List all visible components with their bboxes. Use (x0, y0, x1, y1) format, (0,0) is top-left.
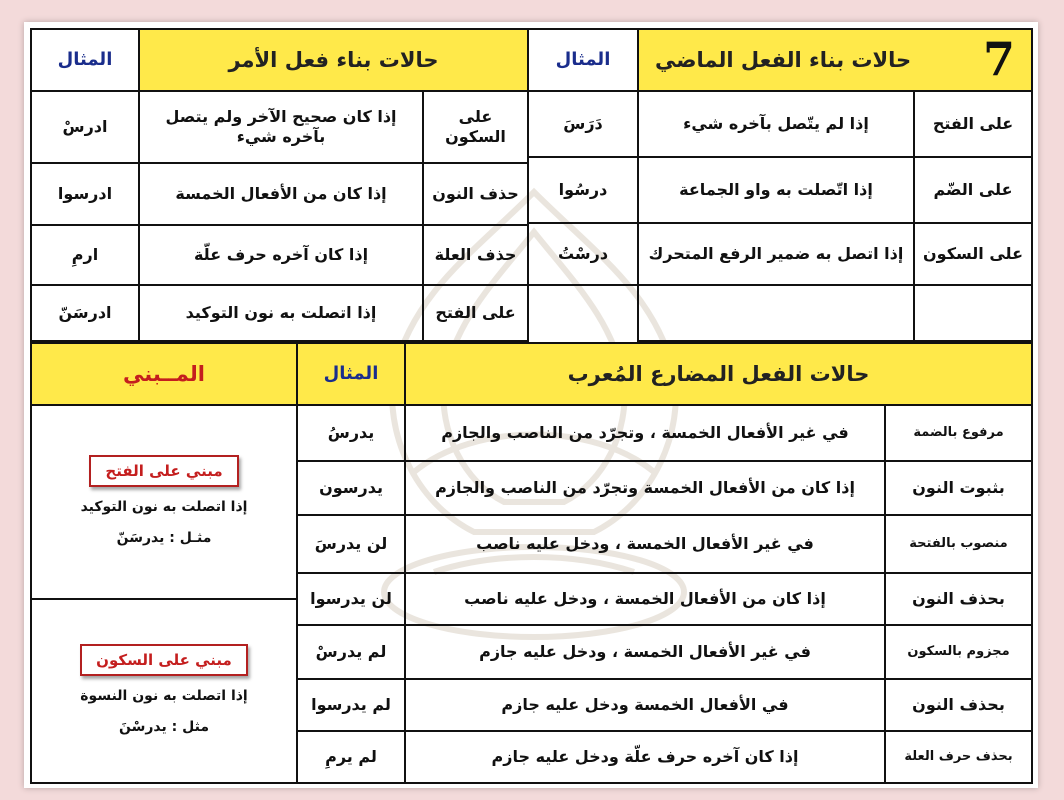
present-condition-6: في الأفعال الخمسة ودخل عليه جازم (404, 678, 886, 732)
imperative-example-1: ادرسْ (30, 90, 140, 164)
built-fatha-rule: إذا اتصلت به نون التوكيد (80, 499, 248, 516)
present-case-5: مجزوم بالسكون (884, 624, 1033, 680)
present-header: حالات الفعل المضارع المُعرب (404, 342, 1033, 406)
built-header: المــبني (30, 342, 298, 406)
present-example-5: لم يدرسْ (296, 624, 406, 680)
present-condition-5: في غير الأفعال الخمسة ، ودخل عليه جازم (404, 624, 886, 680)
imperative-condition-1: إذا كان صحيح الآخر ولم يتصل بآخره شيء (138, 90, 424, 164)
imperative-header: حالات بناء فعل الأمر (138, 28, 529, 92)
imperative-example-4: ادرسَنّ (30, 284, 140, 342)
imperative-condition-2: إذا كان من الأفعال الخمسة (138, 162, 424, 226)
present-case-4: بحذف النون (884, 572, 1033, 626)
present-example-4: لن يدرسوا (296, 572, 406, 626)
present-example-3: لن يدرسَ (296, 514, 406, 574)
built-fatha-example: مثـل : يدرسَنّ (116, 530, 212, 547)
built-sukun-rule: إذا اتصلت به نون النسوة (80, 688, 248, 705)
present-condition-3: في غير الأفعال الخمسة ، ودخل عليه ناصب (404, 514, 886, 574)
section-number: 7 (982, 32, 1015, 87)
imperative-case-1: على السكون (422, 90, 529, 164)
past-header-title: حالات بناء الفعل الماضي (655, 47, 912, 72)
present-case-7: بحذف حرف العلة (884, 730, 1033, 784)
imperative-example-2: ادرسوا (30, 162, 140, 226)
past-case-3: على السكون (913, 222, 1033, 286)
past-condition-3: إذا اتصل به ضمير الرفع المتحرك (637, 222, 915, 286)
built-fatha-label: مبني على الفتح (89, 455, 238, 488)
present-case-2: بثبوت النون (884, 460, 1033, 516)
present-example-2: يدرسون (296, 460, 406, 516)
imperative-case-3: حذف العلة (422, 224, 529, 286)
past-example-2: درسُوا (527, 156, 639, 224)
past-case-2: على الضّم (913, 156, 1033, 224)
past-header (637, 28, 1033, 92)
built-fatha-panel (30, 404, 298, 600)
built-sukun-panel (30, 598, 298, 784)
present-condition-7: إذا كان آخره حرف علّة ودخل عليه جازم (404, 730, 886, 784)
built-sukun-example: مثل : يدرسْنَ (119, 719, 209, 736)
imperative-case-2: حذف النون (422, 162, 529, 226)
imperative-condition-4: إذا اتصلت به نون التوكيد (138, 284, 424, 342)
imperative-example-3: ارمِ (30, 224, 140, 286)
past-example-3: درسْتُ (527, 222, 639, 286)
built-sukun-label: مبني على السكون (80, 644, 248, 677)
imperative-example-header: المثال (30, 28, 140, 92)
past-empty-condition (637, 284, 915, 342)
present-case-3: منصوب بالفتحة (884, 514, 1033, 574)
present-condition-4: إذا كان من الأفعال الخمسة ، ودخل عليه ناصب (404, 572, 886, 626)
past-empty-case (913, 284, 1033, 342)
imperative-condition-3: إذا كان آخره حرف علّة (138, 224, 424, 286)
present-example-6: لم يدرسوا (296, 678, 406, 732)
present-example-1: يدرسُ (296, 404, 406, 462)
past-condition-2: إذا اتّصلت به واو الجماعة (637, 156, 915, 224)
present-case-1: مرفوع بالضمة (884, 404, 1033, 462)
past-example-1: دَرَسَ (527, 90, 639, 158)
grammar-sheet (24, 22, 1038, 788)
present-example-header: المثال (296, 342, 406, 406)
imperative-case-4: على الفتح (422, 284, 529, 342)
past-example-header: المثال (527, 28, 639, 92)
past-case-1: على الفتح (913, 90, 1033, 158)
past-condition-1: إذا لم يتّصل بآخره شيء (637, 90, 915, 158)
present-condition-2: إذا كان من الأفعال الخمسة وتجرّد من الناصب والجازم (404, 460, 886, 516)
present-case-6: بحذف النون (884, 678, 1033, 732)
present-condition-1: في غير الأفعال الخمسة ، وتجرّد من الناصب والجازم (404, 404, 886, 462)
present-example-7: لم يرمِ (296, 730, 406, 784)
